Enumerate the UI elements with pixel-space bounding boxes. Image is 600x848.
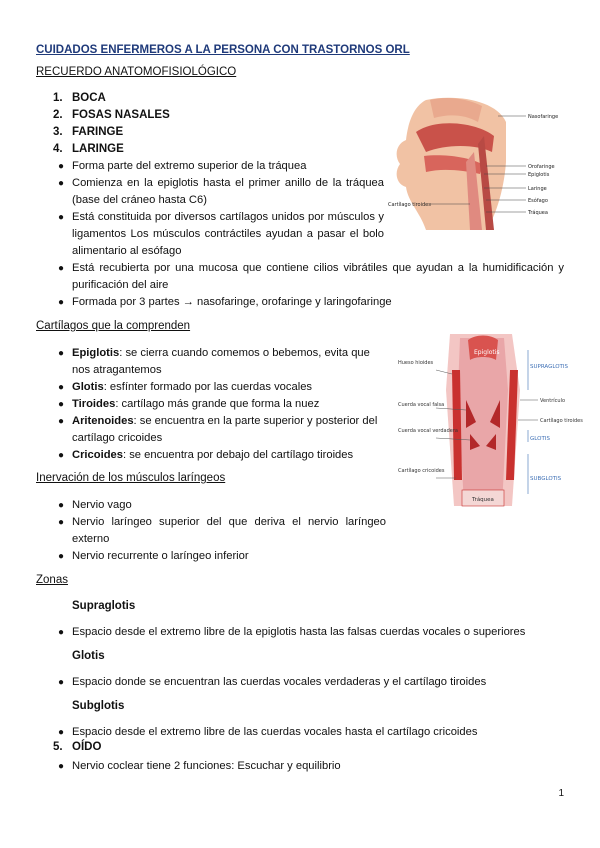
label-esofago: Esófago [528,198,548,204]
item-number: 4. [53,143,63,155]
item-text: LARINGE [72,143,124,155]
bullet-icon: ● [58,297,65,308]
list-item: Espacio desde el extremo libre de la epiglotis hasta las falsas cuerdas vocales o superiores [72,626,526,638]
list-item: Nervio recurrente o laríngeo inferior [72,550,249,562]
list-item [72,413,386,447]
bullet-icon: ● [58,450,65,461]
bullet-icon: ● [58,178,65,189]
bullet-icon: ● [58,551,65,562]
item-text: BOCA [72,92,106,104]
label-subglotis: SUBGLOTIS [530,476,562,482]
item-number: 5. [53,741,63,753]
label-nasofaringe: Nasofaringe [528,114,559,120]
list-item: Está recubierta por una mucosa que contiene cilios vibrátiles que ayudan a la humidificación y purificación del aire [72,262,564,291]
bullet-icon: ● [58,399,65,410]
bullet-icon: ● [58,263,65,274]
list-item: Forma parte del extremo superior de la tráquea [72,160,307,172]
numbered-item-laringe [0,143,400,159]
label-cartilago-tiroides: Cartílago tiroides [388,202,431,208]
list-item [72,379,386,396]
label-cuerda-vocal-falsa: Cuerda vocal falsa [398,402,445,408]
list-item: Formada por 3 partes → nasofaringe, orofaringe y laringofaringe [72,296,392,308]
head-illustration [386,92,562,232]
label-cartilago-cricoides: Cartílago cricoides [398,468,445,474]
bullet-icon: ● [58,500,65,511]
section-subtitle: RECUERDO ANATOMOFISIOLÓGICO [36,66,237,78]
numbered-item-faringe [0,126,400,142]
description: : se encuentra por debajo del cartílago tiroides [122,449,354,461]
list-item: Espacio desde el extremo libre de las cuerdas vocales hasta el cartílago cricoides [72,726,478,738]
page-number: 1 [558,788,564,799]
larynx-illustration [396,330,583,516]
bullet-icon: ● [58,416,65,427]
list-item [72,396,386,413]
list-item [72,345,386,379]
term: Aritenoides [72,415,134,427]
list-item [72,447,386,464]
list-item: Nervio coclear tiene 2 funciones: Escuchar y equilibrio [72,760,341,772]
label-hueso-hioides: Hueso hioides [398,360,434,366]
description: : se encuentra en la parte superior y posterior del cartílago cricoides [72,415,378,444]
head-sagittal-figure [386,92,562,232]
bullet-icon: ● [58,677,65,688]
section-heading-cartilagos: Cartílagos que la comprenden [36,320,191,332]
bullet-icon: ● [58,382,65,393]
label-supraglotis: SUPRAGLOTIS [530,364,569,370]
item-text: OÍDO [72,741,102,753]
list-item: Nervio laríngeo superior del que deriva el nervio laríngeo externo [72,516,386,545]
term: Cricoides [72,449,123,461]
bullet-icon: ● [58,727,65,738]
description: : se cierra cuando comemos o bebemos, evita que nos atragantemos [72,347,370,376]
bullet-icon: ● [58,517,65,528]
label-epiglotis: Epiglotis [474,349,500,356]
item-number: 3. [53,126,63,138]
label-glotis: GLOTIS [530,436,550,442]
item-text: FARINGE [72,126,124,138]
label-cuerda-vocal-verdadera: Cuerda vocal verdadera [398,428,458,434]
list-item: Está constituida por diversos cartílagos unidos por músculos y ligamentos Los músculos contráctiles ayudan a pasar el bolo alimentario al esófago [72,211,384,257]
item-number: 1. [53,92,63,104]
label-orofaringe: Orofaringe [528,164,555,170]
description: : esfínter formado por las cuerdas vocales [103,381,313,393]
list-item: Comienza en la epiglotis hasta el primer anillo de la tráquea (base del cráneo hasta C6) [72,177,384,206]
bullet-icon: ● [58,761,65,772]
zone-name-supraglotis: Supraglotis [72,600,136,612]
larynx-coronal-figure [396,330,583,516]
label-traquea: Tráquea [472,497,494,503]
list-item: Espacio donde se encuentran las cuerdas vocales verdaderas y el cartílago tiroides [72,676,487,688]
description: : cartílago más grande que forma la nuez [115,398,320,410]
bullet-icon: ● [58,348,65,359]
section-heading-zonas: Zonas [36,574,68,586]
label-epiglotis: Epiglotis [528,172,550,178]
label-laringe: Laringe [528,186,547,192]
zone-name-subglotis: Subglotis [72,700,125,712]
list-item: Nervio vago [72,499,132,511]
bullet-icon: ● [58,627,65,638]
numbered-item-boca [0,92,400,108]
label-cartilago-tiroides: Cartílago tiroides [540,418,583,424]
document-title: CUIDADOS ENFERMEROS A LA PERSONA CON TRASTORNOS ORL [36,44,410,56]
numbered-item-fosas [0,109,400,125]
bullet-icon: ● [58,161,65,172]
item-number: 2. [53,109,63,121]
section-heading-inervacion: Inervación de los músculos laríngeos [36,472,226,484]
term: Epiglotis [72,347,120,359]
zone-name-glotis: Glotis [72,650,105,662]
bullet-icon: ● [58,212,65,223]
label-traquea: Tráquea [528,210,548,216]
term: Tiroides [72,398,116,410]
label-ventriculo: Ventrículo [540,398,566,404]
item-text: FOSAS NASALES [72,109,170,121]
term: Glotis [72,381,104,393]
numbered-item-oido [0,741,400,757]
